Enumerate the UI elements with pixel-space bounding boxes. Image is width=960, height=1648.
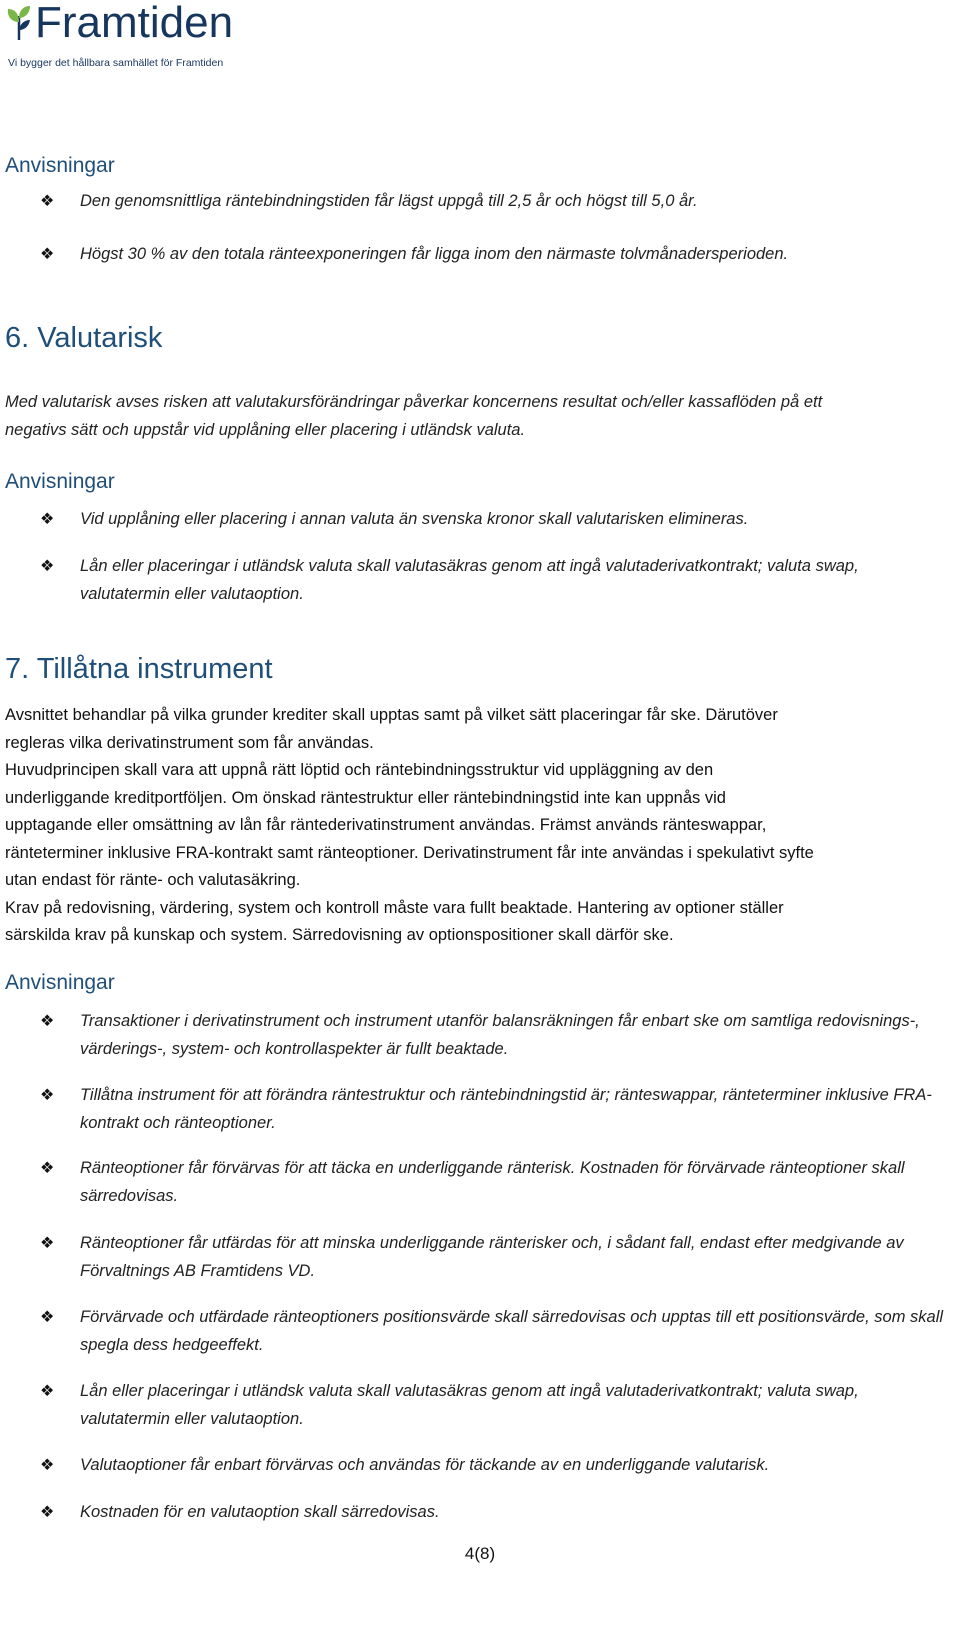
section-title-valutarisk: 6. Valutarisk <box>5 322 163 354</box>
bullet-text: Tillåtna instrument för att förändra räntestruktur och räntebindningstid är; ränteswappar, ränteterminer inklusive FRA-kontrakt och ränteoptioner. <box>80 1086 932 1132</box>
instructions-heading: Anvisningar <box>5 971 115 994</box>
body-line: Med valutarisk avses risken att valutakursförändringar påverkar koncernens resultat och/eller kassaflöden på ett <box>5 393 823 411</box>
bullet-text: Lån eller placeringar i utländsk valuta skall valutasäkras genom att ingå valutaderivatkontrakt; valuta swap, valutatermin eller valutaoption. <box>80 1382 859 1428</box>
bullet-diamond-icon: ❖ <box>40 511 55 528</box>
instructions-heading: Anvisningar <box>5 470 115 493</box>
bullet-diamond-icon: ❖ <box>40 1160 55 1177</box>
body-line: särskilda krav på kunskap och system. Särredovisning av optionspositioner skall därför ske. <box>5 926 674 944</box>
bullet-diamond-icon: ❖ <box>40 246 55 263</box>
bullet-text: Förvärvade och utfärdade ränteoptioners positionsvärde skall särredovisas och upptas till ett positionsvärde, som skall spegla dess hedgeeffekt. <box>80 1308 944 1354</box>
bullet-text: Ränteoptioner får förvärvas för att täcka en underliggande ränterisk. Kostnaden för förvärvade ränteoptioner skall särredovisas. <box>80 1159 905 1205</box>
instructions-heading: Anvisningar <box>5 154 115 177</box>
bullet-diamond-icon: ❖ <box>40 1087 55 1104</box>
bullet-diamond-icon: ❖ <box>40 558 55 575</box>
body-line: upptagande eller omsättning av lån får räntederivatinstrument användas. Främst används ränteswappar, <box>5 816 767 834</box>
section-body <box>5 702 955 950</box>
bullet-text: Den genomsnittliga räntebindningstiden får lägst uppgå till 2,5 år och högst till 5,0 år. <box>80 192 698 210</box>
bullet-text: Kostnaden för en valutaoption skall särredovisas. <box>80 1503 440 1521</box>
bullet-text: Valutaoptioner får enbart förvärvas och användas för täckande av en underliggande valutarisk. <box>80 1456 770 1474</box>
bullet-diamond-icon: ❖ <box>40 193 55 210</box>
body-line: underliggande kreditportföljen. Om önskad räntestruktur eller räntebindningstid inte kan uppnås vid <box>5 788 726 807</box>
bullet-diamond-icon: ❖ <box>40 1457 55 1474</box>
body-line: utan endast för ränte- och valutasäkring. <box>5 871 301 889</box>
bullet-text: Högst 30 % av den totala ränteexponeringen får ligga inom den närmaste tolvmånadersperioden. <box>80 245 789 263</box>
bullet-diamond-icon: ❖ <box>40 1235 55 1252</box>
body-line: Krav på redovisning, värdering, system och kontroll måste vara fullt beaktade. Hantering av optioner ställer <box>5 898 784 917</box>
logo-tagline: Vi bygger det hållbara samhället för Framtiden <box>8 57 224 69</box>
bullet-text: Lån eller placeringar i utländsk valuta skall valutasäkras genom att ingå valutaderivatkontrakt; valuta swap, valutatermin eller valutaoption. <box>80 557 859 603</box>
section-title-tillatna-instrument: 7. Tillåtna instrument <box>5 653 273 685</box>
bullet-diamond-icon: ❖ <box>40 1013 55 1030</box>
bullet-text: Ränteoptioner får utfärdas för att minska underliggande ränterisker och, i sådant fall, endast efter medgivande av Förvaltnings AB Framtidens VD. <box>80 1234 904 1280</box>
bullet-text: Transaktioner i derivatinstrument och instrument utanför balansräkningen får enbart ske om samtliga redovisnings-, värderings-, system- och kontrollaspekter är fullt beaktade. <box>80 1012 920 1058</box>
bullet-text: Vid upplåning eller placering i annan valuta än svenska kronor skall valutarisken elimineras. <box>80 510 749 528</box>
body-line: regleras vilka derivatinstrument som får användas. <box>5 733 374 752</box>
page-number: 4(8) <box>464 1544 496 1563</box>
body-line: ränteterminer inklusive FRA-kontrakt samt ränteoptioner. Derivatinstrument får inte användas i spekulativt syfte <box>5 843 814 862</box>
logo-wordmark: Framtiden <box>35 0 234 47</box>
body-line: Huvudprincipen skall vara att uppnå rätt löptid och räntebindningsstruktur vid uppläggning av den <box>5 761 714 779</box>
leaf-logo-icon <box>5 4 33 42</box>
body-line: negativs sätt och uppstår vid upplåning eller placering i utländsk valuta. <box>5 420 526 439</box>
bullet-diamond-icon: ❖ <box>40 1504 55 1521</box>
bullet-diamond-icon: ❖ <box>40 1383 55 1400</box>
body-line: Avsnittet behandlar på vilka grunder krediter skall upptas samt på vilket sätt placeringar får ske. Därutöver <box>5 706 778 724</box>
company-logo <box>5 0 255 70</box>
section-body <box>5 389 955 444</box>
bullet-diamond-icon: ❖ <box>40 1309 55 1326</box>
